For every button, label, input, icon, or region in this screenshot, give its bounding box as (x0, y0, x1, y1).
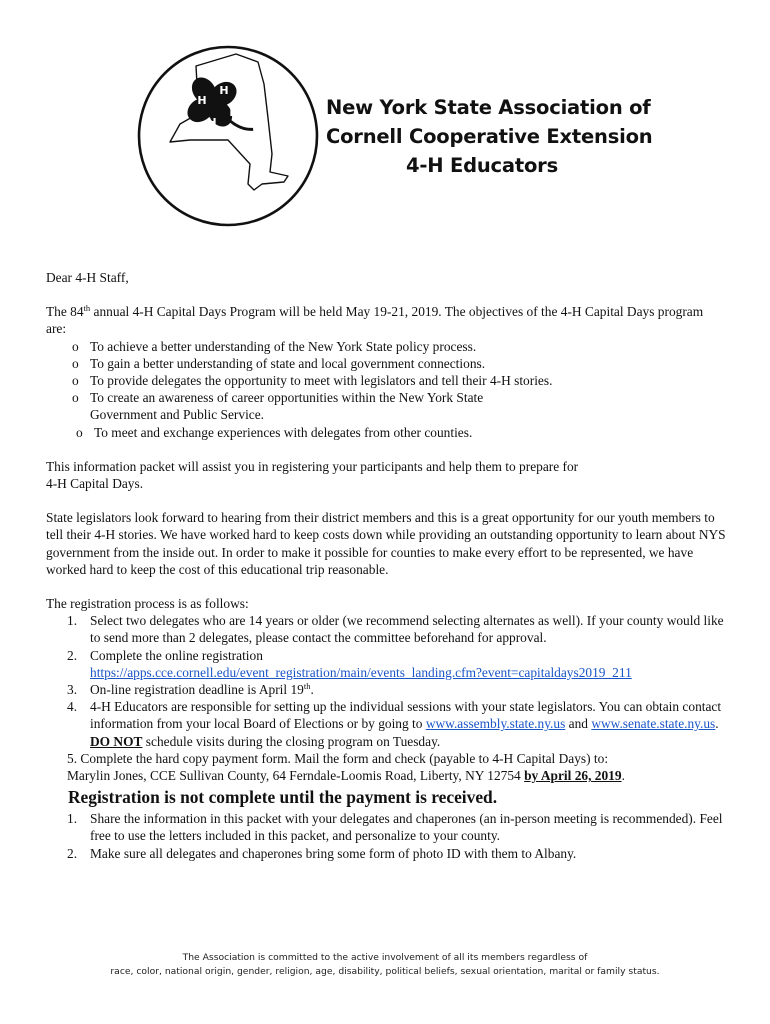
registration-intro: The registration process is as follows: (46, 596, 249, 612)
organization-name (326, 93, 666, 180)
list-item: 1. Share the information in this packet with your delegates and chaperones (an in-person meeting is recommended). Feel free to use the letters included in this packet, and personalize to your county. (67, 811, 723, 844)
step-5: 5. Complete the hard copy payment form. Mail the form and check (payable to 4-H Capital Days) to: (67, 750, 609, 766)
letterhead (0, 0, 770, 240)
org-line-2: Cornell Cooperative Extension (326, 125, 653, 148)
legislators-paragraph: State legislators look forward to hearing from their district members and this is a great opportunity for our youth members to tell their 4-H stories. We have worked hard to keep costs down while providing an outstanding opportunity to learn about NYS government from the inside out. In order to make it possible for counties to make every effort to be represented, we have worked hard to keep the cost of this educational trip reasonable. (46, 510, 726, 577)
intro-paragraph: The 84th annual 4-H Capital Days Program will be held May 19-21, 2019. The objectives of the 4-H Capital Days program are: (46, 303, 704, 337)
registration-link[interactable]: https://apps.cce.cornell.edu/event_registration/main/events_landing.cfm?event=capitaldays2019_211 (90, 664, 632, 680)
letter-body (46, 269, 726, 862)
list-item: 4. 4-H Educators are responsible for setting up the individual sessions with your state legislators. You can obtain contact information from your local Board of Elections or by going to www.assembly.state.ny.us and www.senate.state.ny.us. DO NOT schedule visits during the closing program on Tuesday. (67, 699, 722, 749)
org-line-3: 4-H Educators (406, 154, 558, 177)
list-item: o To create an awareness of career opportunities within the New York State Government and Public Service. (72, 390, 484, 423)
packet-line-2: 4-H Capital Days. (46, 476, 144, 492)
after-registration-list (46, 810, 726, 862)
svg-text:H: H (219, 84, 229, 97)
org-line-1: New York State Association of (326, 96, 651, 119)
list-item: 1. Select two delegates who are 14 years or older (we recommend selecting alternates as well). If your county would like to send more than 2 delegates, please contact the committee beforehand for approval. (67, 613, 724, 646)
list-item: 3. On-line registration deadline is April 19th. (67, 681, 314, 698)
footer-statement (0, 951, 770, 979)
svg-text:H: H (197, 94, 207, 107)
deadline-emphasis: by April 26, 2019 (524, 768, 622, 784)
mailing-address: Marylin Jones, CCE Sullivan County, 64 Ferndale-Loomis Road, Liberty, NY 12754 by April 26, 2019. (67, 768, 625, 784)
footer-line-1: The Association is committed to the active involvement of all its members regardless of (182, 952, 588, 963)
do-not-emphasis: DO NOT (90, 733, 143, 749)
registration-steps (46, 612, 726, 750)
assembly-link[interactable]: www.assembly.state.ny.us (425, 716, 566, 732)
svg-text:H: H (207, 116, 217, 129)
clover-icon (173, 63, 261, 156)
payment-notice: Registration is not complete until the payment is received. (68, 787, 498, 808)
list-item: 2. Make sure all delegates and chaperones bring some form of photo ID with them to Albany. (67, 845, 577, 861)
svg-text:H: H (229, 106, 239, 119)
list-item: o To achieve a better understanding of the New York State policy process. (72, 338, 477, 354)
packet-line-1: This information packet will assist you in registering your participants and help them to prepare for (46, 458, 579, 474)
list-item: o To gain a better understanding of state and local government connections. (72, 355, 486, 371)
footer-line-2: race, color, national origin, gender, religion, age, disability, political beliefs, sexual orientation, marital or family status. (110, 966, 660, 977)
senate-link[interactable]: www.senate.state.ny.us (591, 716, 716, 732)
association-logo (136, 44, 320, 228)
salutation: Dear 4-H Staff, (46, 270, 129, 285)
objectives-list (46, 338, 726, 441)
list-item: o To meet and exchange experiences with delegates from other counties. (76, 424, 473, 440)
list-item: 2. Complete the online registration https://apps.cce.cornell.edu/event_registration/main/events_landing.cfm?event=capitaldays2019_211 (67, 647, 632, 680)
list-item: o To provide delegates the opportunity to meet with legislators and tell their 4-H stories. (72, 373, 553, 389)
